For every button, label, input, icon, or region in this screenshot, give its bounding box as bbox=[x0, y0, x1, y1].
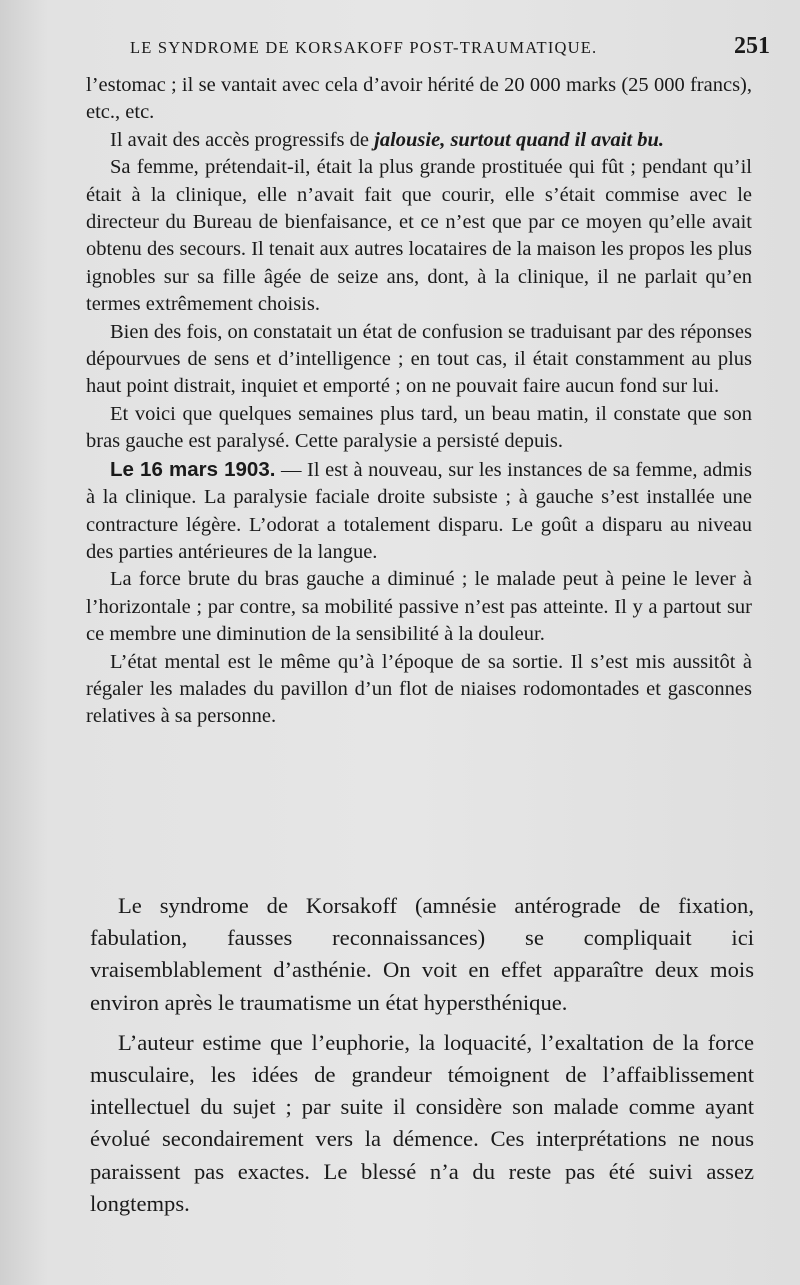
paragraph-jealousy-text: Il avait des accès progressifs de bbox=[110, 128, 375, 151]
paragraph-wife: Sa femme, prétendait-il, était la plus grande prostituée qui fût ; pendant qu’il était à la clinique, elle n’avait fait que courir, elle s’était commise avec le directeur du Bureau de bienfaisance, et ce n’est que par ce moyen qu’elle avait obtenu des secours. Il tenait aux autres locataires de la maison les propos les plus ignobles sur sa fille âgée de seize ans, dont, à la clinique, il ne parlait qu’en termes extrêmement choisis. bbox=[86, 156, 752, 316]
paragraph-readmission bbox=[86, 456, 752, 567]
paragraph-arm-strength: La force brute du bras gauche a diminué ; le malade peut à peine le lever à l’horizontale ; par contre, sa mobilité passive n’est pas atteinte. Il y a partout sur ce membre une diminution de la sensibilité à la douleur. bbox=[86, 568, 752, 646]
paragraph-korsakoff-syndrome: Le syndrome de Korsakoff (amnésie antérograde de fixation, fabulation, fausses reconnaissances) se compliquait ici vraisemblablement d’asthénie. On voit en effet apparaître deux mois environ après le traumatisme un état hypersthénique. bbox=[90, 893, 754, 1015]
paragraph-paralysis: Et voici que quelques semaines plus tard, un beau matin, il constate que son bras gauche est paralysé. Cette paralysie a persisté depuis. bbox=[86, 402, 752, 453]
commentary bbox=[90, 890, 754, 1228]
paragraph-mental-state: L’état mental est le même qu’à l’époque de sa sortie. Il s’est mis aussitôt à régaler les malades du pavillon d’un flot de niaises rodomontades et gasconnes relatives à sa personne. bbox=[86, 650, 752, 728]
case-notes bbox=[86, 72, 752, 731]
running-title: LE SYNDROME DE KORSAKOFF POST-TRAUMATIQUE. bbox=[130, 38, 598, 57]
paragraph-author-opinion: L’auteur estime que l’euphorie, la loquacité, l’exaltation de la force musculaire, les idées de grandeur témoignent de l’affaiblissement intellectuel du sujet ; par suite il considère son malade comme ayant évolué secondairement vers la démence. Ces interprétations ne nous paraissent pas exactes. Le blessé n’a du reste pas été suivi assez longtemps. bbox=[90, 1029, 754, 1216]
paragraph-confusion: Bien des fois, on constatait un état de confusion se traduisant par des réponses dépourvues de sens et d’intelligence ; en tout cas, il était constamment au plus haut point distrait, inquiet et emporté ; on ne pouvait faire aucun fond sur lui. bbox=[86, 320, 752, 398]
paragraph-jealousy-italic: jalousie, surtout quand il avait bu. bbox=[374, 128, 665, 151]
readmission-text: — Il est à nouveau, sur les instances de sa femme, admis à la clinique. La paralysie faciale droite subsiste ; à gauche s’est installée une contracture légère. L’odorat a totalement disparu. Le goût a disparu au niveau des parties antérieures de la langue. bbox=[86, 458, 752, 563]
paragraph-jealousy bbox=[86, 127, 752, 154]
paragraph-continuation: l’estomac ; il se vantait avec cela d’avoir hérité de 20 000 marks (25 000 francs), etc., etc. bbox=[86, 74, 752, 124]
page-number: 251 bbox=[734, 33, 770, 59]
running-head bbox=[130, 33, 770, 63]
readmission-date: Le 16 mars 1903. bbox=[110, 457, 276, 481]
